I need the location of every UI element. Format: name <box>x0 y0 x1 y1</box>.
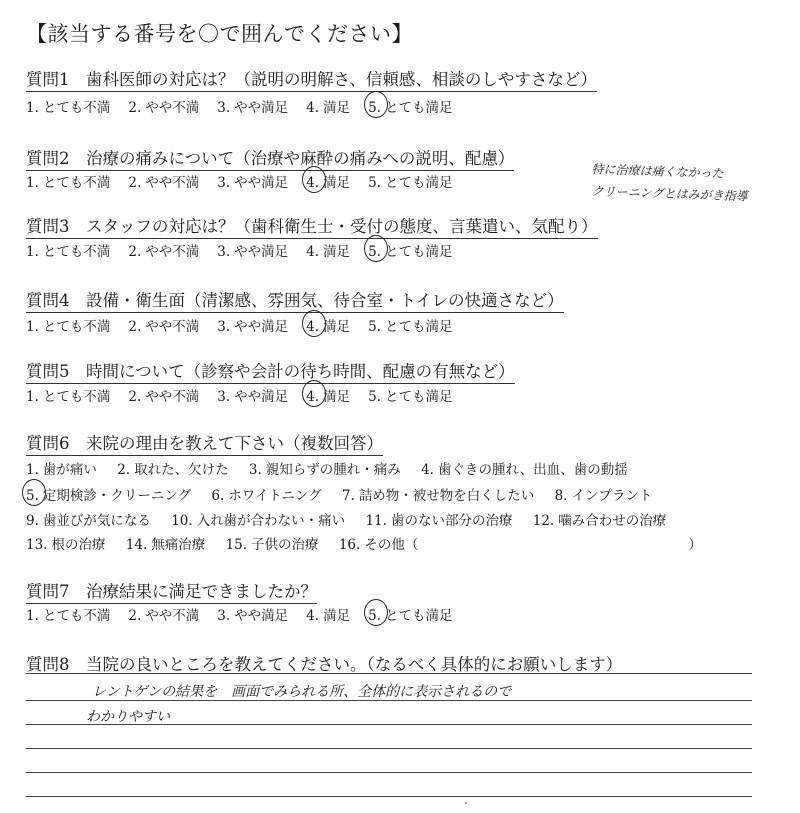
q6-reason-6[interactable]: 6. ホワイトニング <box>211 488 322 504</box>
question-6-row-2 <box>26 484 668 504</box>
answer-line-5[interactable] <box>26 772 752 773</box>
question-2-heading: 質問2 治療の痛みについて（治療や麻酔の痛みへの説明、配慮） <box>26 145 514 171</box>
page-title: 【該当する番号を〇で囲んでください】 <box>26 22 413 46</box>
question-3-heading: 質問3 スタッフの対応は？（歯科衛生士・受付の態度、言葉遣い、気配り） <box>26 213 598 239</box>
q6-reason-7[interactable]: 7. 詰め物・被せ物を白くしたい <box>341 488 535 504</box>
q1-option-5-circled[interactable]: 5. とても満足 <box>368 100 453 116</box>
q6-reason-12[interactable]: 12. 噛み合わせの治療 <box>532 513 667 529</box>
answer-line-2[interactable] <box>26 700 752 701</box>
q7-option-4[interactable]: 4. 満足 <box>306 608 351 624</box>
q6-reason-14[interactable]: 14. 無痛治療 <box>125 537 206 553</box>
q4-option-5[interactable]: 5. とても満足 <box>368 319 453 335</box>
q2-option-2[interactable]: 2. やや不満 <box>128 175 200 191</box>
q6-reason-15[interactable]: 15. 子供の治療 <box>225 537 319 553</box>
question-1-options <box>26 96 470 116</box>
question-6-row-4 <box>26 533 718 553</box>
answer-line-4[interactable] <box>26 748 752 749</box>
q1-option-3[interactable]: 3. やや満足 <box>217 100 289 116</box>
question-4-options <box>26 315 470 335</box>
q1-option-1[interactable]: 1. とても不満 <box>26 100 111 116</box>
question-5-options <box>26 385 470 405</box>
q2-option-4-circled[interactable]: 4. 満足 <box>306 175 351 191</box>
question-3-options <box>26 240 470 260</box>
q4-option-1[interactable]: 1. とても不満 <box>26 319 111 335</box>
q6-reason-11[interactable]: 11. 歯のない部分の治療 <box>365 513 513 529</box>
q7-option-5-circled[interactable]: 5. とても満足 <box>368 608 453 624</box>
q6-reason-2[interactable]: 2. 取れた、欠けた <box>117 462 229 478</box>
q7-option-2[interactable]: 2. やや不満 <box>128 608 200 624</box>
q2-option-1[interactable]: 1. とても不満 <box>26 175 111 191</box>
q6-reason-13[interactable]: 13. 根の治療 <box>26 537 106 553</box>
question-7-heading: 質問7 治療結果に満足できましたか？ <box>26 578 317 604</box>
question-6-heading: 質問6 来院の理由を教えて下さい（複数回答） <box>26 430 383 456</box>
q5-option-2[interactable]: 2. やや不満 <box>128 389 200 405</box>
q6-reason-10[interactable]: 10. 入れ歯が合わない・痛い <box>171 513 346 529</box>
q5-option-5[interactable]: 5. とても満足 <box>368 389 453 405</box>
q6-reason-16-other[interactable]: 16. その他（ ） <box>338 537 702 553</box>
question-2-options <box>26 171 470 191</box>
q5-option-3[interactable]: 3. やや満足 <box>217 389 289 405</box>
q3-option-3[interactable]: 3. やや満足 <box>217 244 289 260</box>
q2-handwritten-note-line-2: クリーニングとはみがき指導 <box>591 183 748 204</box>
question-4-heading: 質問4 設備・衛生面（清潔感、雰囲気、待合室・トイレの快適さなど） <box>26 287 564 313</box>
q1-option-2[interactable]: 2. やや不満 <box>128 100 200 116</box>
q2-option-3[interactable]: 3. やや満足 <box>217 175 289 191</box>
q2-handwritten-note-line-1: 特に治療は痛くなかった <box>591 161 724 181</box>
q3-option-1[interactable]: 1. とても不満 <box>26 244 111 260</box>
answer-line-3[interactable] <box>26 724 752 725</box>
q1-option-4[interactable]: 4. 満足 <box>306 100 351 116</box>
q7-option-3[interactable]: 3. やや満足 <box>217 608 289 624</box>
question-1-heading: 質問1 歯科医師の対応は？（説明の明解さ、信頼感、相談のしやすさなど） <box>26 66 597 92</box>
q7-option-1[interactable]: 1. とても不満 <box>26 608 111 624</box>
q2-option-5[interactable]: 5. とても満足 <box>368 175 453 191</box>
q4-option-3[interactable]: 3. やや満足 <box>217 319 289 335</box>
q4-option-4-circled[interactable]: 4. 満足 <box>306 319 351 335</box>
q6-reason-3[interactable]: 3. 親知らずの腫れ・痛み <box>248 462 401 478</box>
question-6-row-1 <box>26 458 644 478</box>
q6-reason-5-circled[interactable]: 5. 定期検診・クリーニング <box>26 488 192 504</box>
q6-reason-4[interactable]: 4. 歯ぐきの腫れ、出血、歯の動揺 <box>421 462 628 478</box>
scan-speck <box>465 802 467 804</box>
q6-reason-8[interactable]: 8. インプラント <box>554 488 653 504</box>
question-6-row-3 <box>26 509 682 529</box>
answer-line-1[interactable] <box>26 673 752 674</box>
question-8-heading: 質問8 当院の良いところを教えてください。（なるべく具体的にお願いします） <box>26 655 623 674</box>
q6-reason-1[interactable]: 1. 歯が痛い <box>26 462 97 478</box>
q4-option-2[interactable]: 2. やや不満 <box>128 319 200 335</box>
q8-handwritten-answer-line-1: レントゲンの結果を 画面でみられる所、全体的に表示されるので <box>92 684 512 700</box>
q3-option-4[interactable]: 4. 満足 <box>306 244 351 260</box>
q5-option-4-circled[interactable]: 4. 満足 <box>306 389 351 405</box>
q3-option-5-circled[interactable]: 5. とても満足 <box>368 244 453 260</box>
question-5-heading: 質問5 時間について（診察や会計の待ち時間、配慮の有無など） <box>26 358 515 384</box>
q8-handwritten-answer-line-2: わかりやすい <box>86 709 170 725</box>
q6-reason-9[interactable]: 9. 歯並びが気になる <box>26 513 151 529</box>
q5-option-1[interactable]: 1. とても不満 <box>26 389 111 405</box>
q3-option-2[interactable]: 2. やや不満 <box>128 244 200 260</box>
answer-line-6[interactable] <box>26 796 752 797</box>
question-7-options <box>26 604 470 624</box>
